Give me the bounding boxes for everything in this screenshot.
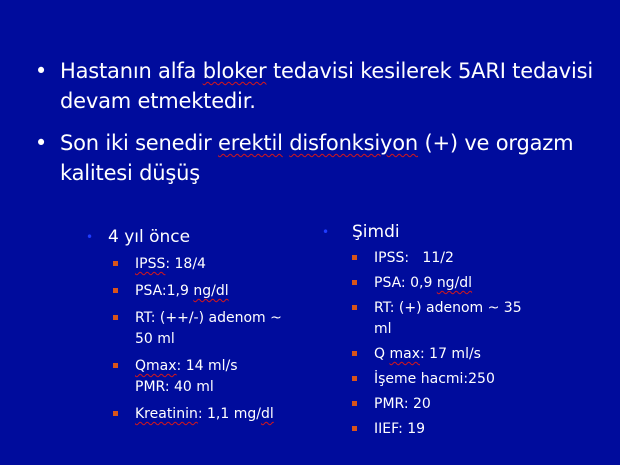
square-bullet-icon: [352, 351, 357, 356]
list-item: Qmax: 14 ml/s PMR: 40 ml: [113, 356, 293, 398]
list-item: IPSS: 18/4: [113, 254, 293, 275]
list-item: RT: (+) adenom ~ 35 ml: [352, 298, 542, 340]
bullet-dot-icon: •: [34, 59, 48, 83]
list-item: Kreatinin: 1,1 mg/dl: [113, 404, 293, 425]
main-bullet-text: Son iki senedir erektil disfonksiyon (+) ve orgazm kalitesi düşüş: [60, 131, 574, 185]
list-item: İşeme hacmi:250: [352, 369, 542, 390]
list-item: RT: (++/-) adenom ~ 50 ml: [113, 308, 293, 350]
list-item: IIEF: 19: [352, 419, 542, 440]
list-item: PSA:1,9 ng/dl: [113, 281, 293, 302]
square-bullet-icon: [352, 255, 357, 260]
list-item: PMR: 20: [352, 394, 542, 415]
square-bullet-icon: [113, 288, 118, 293]
left-column-list: [113, 254, 293, 425]
left-column-title: 4 yıl önce: [108, 227, 191, 247]
square-bullet-icon: [113, 411, 118, 416]
bullet-dot-icon: •: [34, 131, 48, 155]
square-bullet-icon: [113, 363, 118, 368]
square-bullet-icon: [352, 376, 357, 381]
main-bullet-2: [34, 128, 594, 188]
right-column-list: [352, 248, 542, 440]
header-bullet-icon: •: [86, 230, 94, 244]
list-item: Q max: 17 ml/s: [352, 344, 542, 365]
square-bullet-icon: [352, 280, 357, 285]
square-bullet-icon: [352, 401, 357, 406]
main-bullet-text: Hastanın alfa bloker tedavisi kesilerek 5ARI tedavisi devam etmektedir.: [60, 59, 593, 113]
list-item: IPSS: 11/2: [352, 248, 542, 269]
square-bullet-icon: [113, 261, 118, 266]
square-bullet-icon: [352, 305, 357, 310]
right-column-title: Şimdi: [352, 222, 400, 242]
main-bullet-1: [34, 56, 594, 116]
list-item: PSA: 0,9 ng/dl: [352, 273, 542, 294]
header-bullet-icon: •: [322, 225, 330, 239]
square-bullet-icon: [352, 426, 357, 431]
square-bullet-icon: [113, 315, 118, 320]
